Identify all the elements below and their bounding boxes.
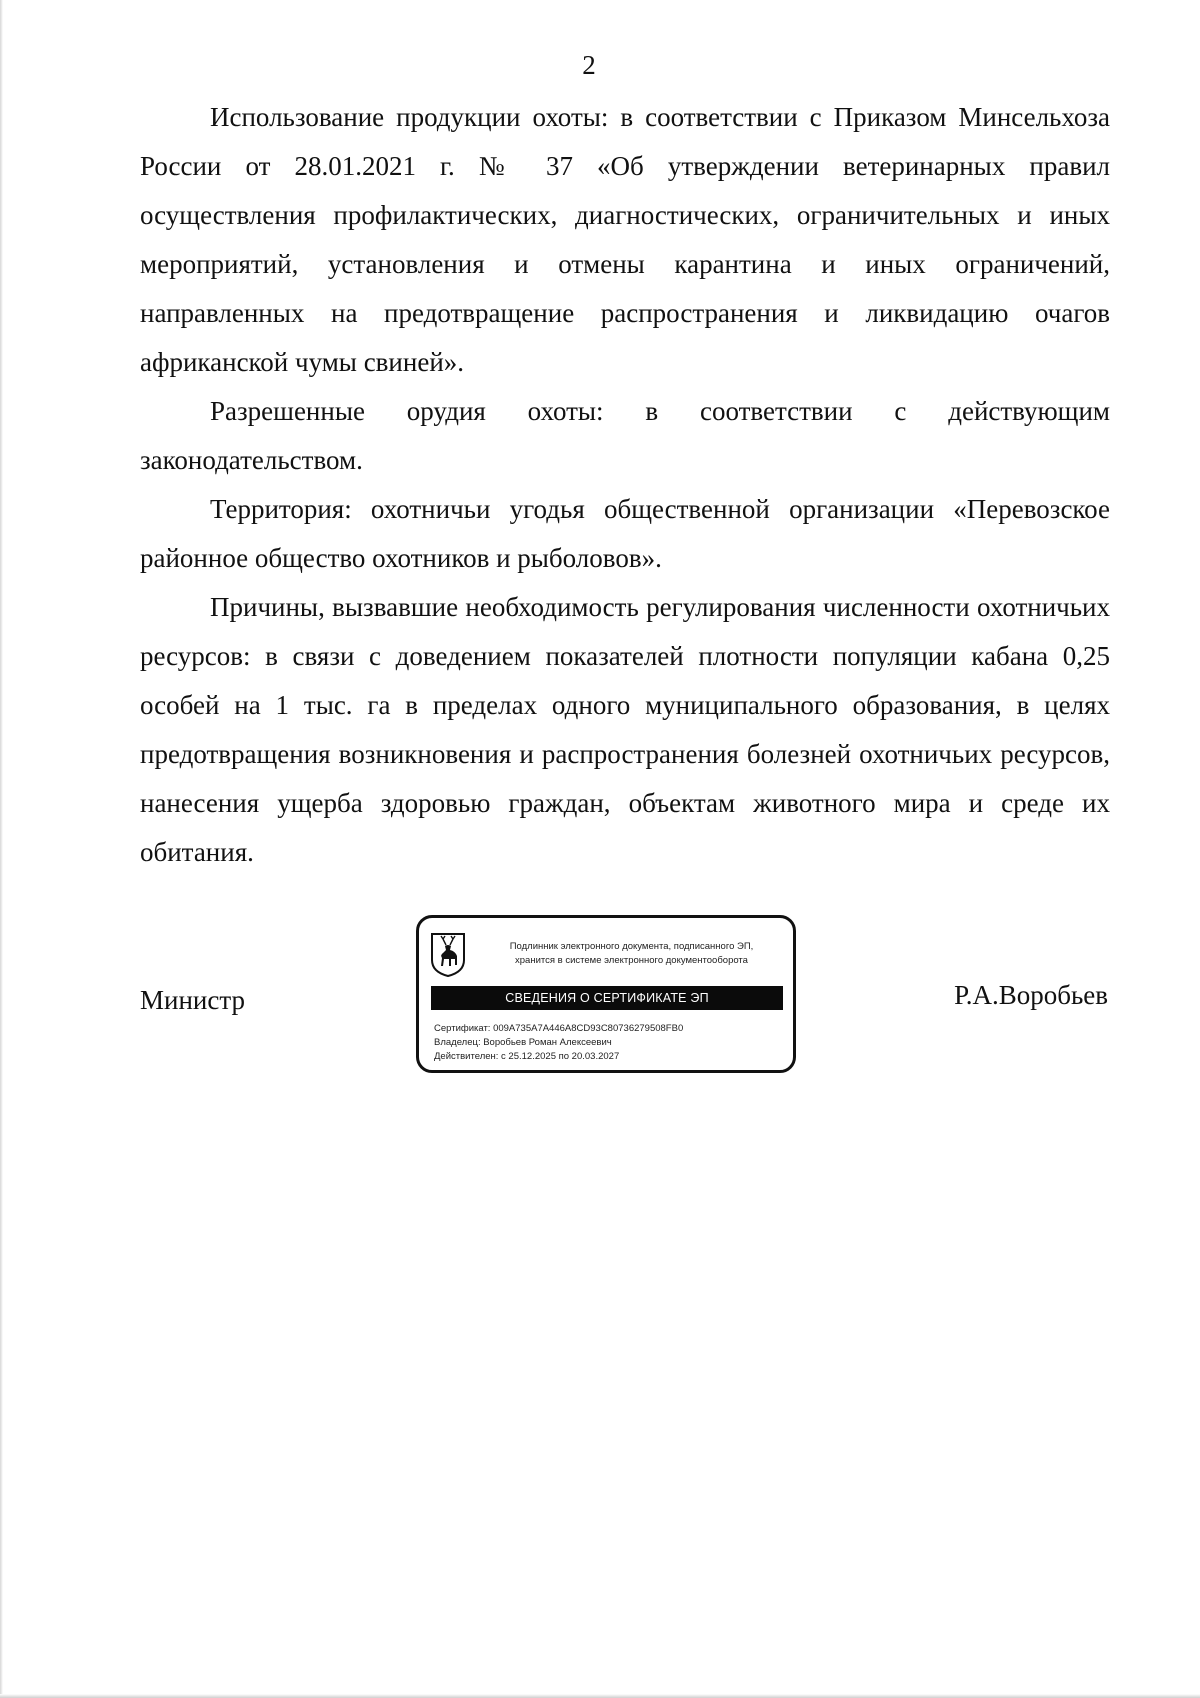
- stamp-header: СВЕДЕНИЯ О СЕРТИФИКАТЕ ЭП: [431, 986, 783, 1010]
- paragraph-hunting-tools: Разрешенные орудия охоты: в соответствии с действующим законодательством.: [140, 396, 1110, 475]
- signer-name: Р.А.Воробьев: [954, 980, 1108, 1010]
- electronic-signature-stamp: [416, 915, 796, 1073]
- scan-edge: [0, 1694, 1200, 1698]
- page-number: 2: [582, 50, 596, 80]
- stamp-note-line: хранится в системе электронного документооборота: [515, 955, 748, 966]
- document-body: [140, 93, 1110, 877]
- certificate-number: Сертификат: 009A735A7A446A8CD93C80736279508FB0: [434, 1023, 684, 1034]
- stamp-note: [479, 940, 784, 968]
- signature-block: [140, 915, 1110, 1075]
- deer-coat-of-arms-icon: [429, 932, 467, 978]
- certificate-validity: Действителен: с 25.12.2025 по 20.03.2027: [434, 1051, 620, 1062]
- signer-position: Министр: [140, 985, 245, 1015]
- paragraph-reasons: Причины, вызвавшие необходимость регулирования численности охотничьих ресурсов: в связи с доведением показателей плотности популяции кабана 0,25 особей на 1 тыс. га в пределах одного муниципального образования, в целях предотвращения возникновения и распространения болезней охотничьих ресурсов, нанесения ущерба здоровью граждан, объектам животного мира и среде их обитания.: [140, 592, 1110, 867]
- paragraph-territory: Территория: охотничьи угодья общественной организации «Перевозское районное общество охотников и рыболовов».: [140, 494, 1110, 573]
- certificate-details: [434, 1022, 683, 1064]
- stamp-note-line: Подлинник электронного документа, подписанного ЭП,: [509, 941, 754, 952]
- certificate-owner: Владелец: Воробьев Роман Алексеевич: [434, 1037, 612, 1048]
- scan-edge: [0, 0, 3, 1698]
- paragraph-hunting-product-use: Использование продукции охоты: в соответствии с Приказом Минсельхоза России от 28.01.2021 г. № 37 «Об утверждении ветеринарных правил осуществления профилактических, диагностических, ограничительных и иных мероприятий, установления и отмены карантина и иных ограничений, направленных на предотвращение распространения и ликвидацию очагов африканской чумы свиней».: [140, 102, 1110, 377]
